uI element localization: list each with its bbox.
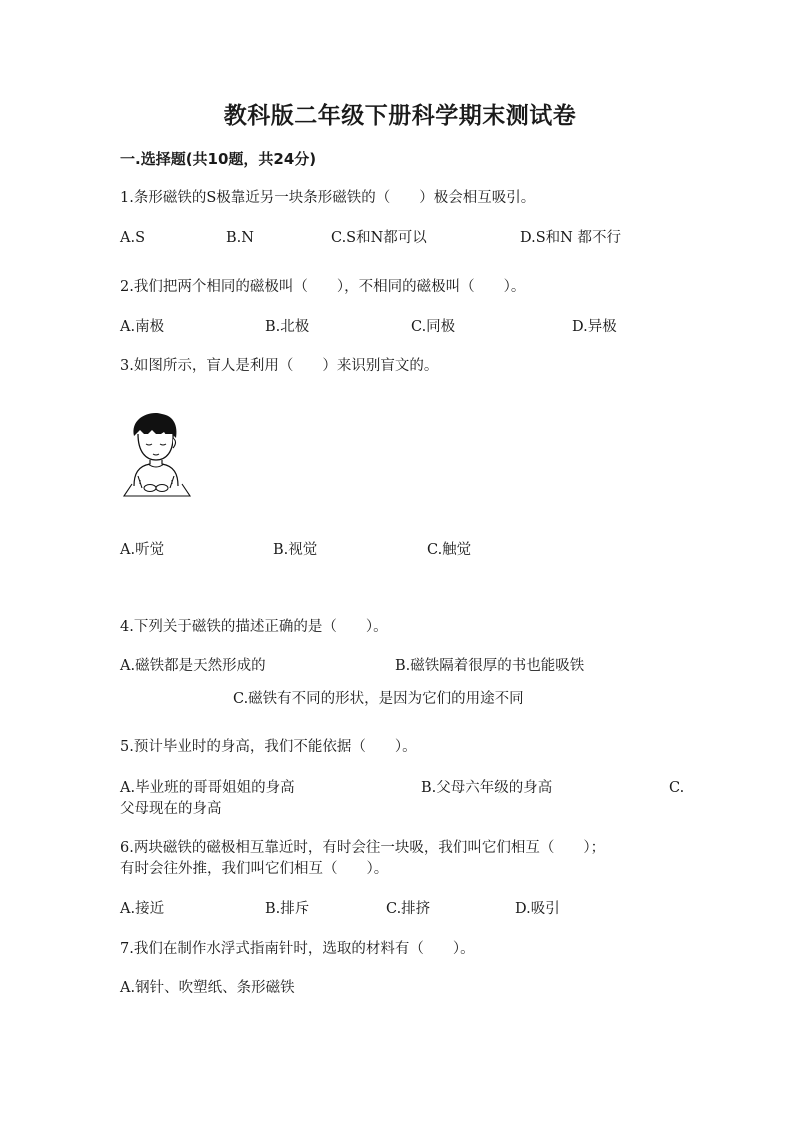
- q5-option-a[interactable]: A.毕业班的哥哥姐姐的身高: [120, 780, 295, 796]
- q2-option-d[interactable]: D.异极: [572, 319, 617, 335]
- q5-option-c[interactable]: C.: [669, 780, 685, 796]
- blind-reader-illustration: [120, 408, 192, 500]
- question-2-text: 2.我们把两个相同的磁极叫（ ），不相同的磁极叫（ ）。: [120, 279, 526, 295]
- q5-option-c-continued[interactable]: 父母现在的身高: [120, 801, 222, 817]
- q6-option-c[interactable]: C.排挤: [386, 901, 431, 917]
- q4-option-c[interactable]: C.磁铁有不同的形状，是因为它们的用途不同: [233, 691, 524, 707]
- q4-option-a[interactable]: A.磁铁都是天然形成的: [120, 658, 266, 674]
- q2-option-a[interactable]: A.南极: [120, 319, 165, 335]
- question-5-text: 5.预计毕业时的身高，我们不能依据（ ）。: [120, 739, 417, 755]
- q1-option-c[interactable]: C.S和N都可以: [331, 230, 427, 246]
- q6-option-b[interactable]: B.排斥: [265, 901, 310, 917]
- question-7-text: 7.我们在制作水浮式指南针时，选取的材料有（ ）。: [120, 941, 475, 957]
- q1-option-b[interactable]: B.N: [226, 230, 254, 246]
- q2-option-b[interactable]: B.北极: [265, 319, 310, 335]
- q6-option-a[interactable]: A.接近: [120, 901, 165, 917]
- q3-option-c[interactable]: C.触觉: [427, 542, 472, 558]
- q7-option-a[interactable]: A.钢针、吹塑纸、条形磁铁: [120, 980, 295, 996]
- question-4-text: 4.下列关于磁铁的描述正确的是（ ）。: [120, 619, 388, 635]
- section-heading: 一.选择题(共10题，共24分): [120, 150, 317, 168]
- q3-option-a[interactable]: A.听觉: [120, 542, 165, 558]
- q6-option-d[interactable]: D.吸引: [515, 901, 560, 917]
- q2-option-c[interactable]: C.同极: [411, 319, 456, 335]
- question-6-text-line2: 有时会往外推，我们叫它们相互（ ）。: [120, 861, 389, 877]
- q3-option-b[interactable]: B.视觉: [273, 542, 318, 558]
- q4-option-b[interactable]: B.磁铁隔着很厚的书也能吸铁: [395, 658, 585, 674]
- q1-option-d[interactable]: D.S和N 都不行: [520, 230, 621, 246]
- question-6-text-line1: 6.两块磁铁的磁极相互靠近时，有时会往一块吸，我们叫它们相互（ ）；: [120, 840, 606, 856]
- q1-option-a[interactable]: A.S: [120, 230, 146, 246]
- q5-option-b[interactable]: B.父母六年级的身高: [421, 780, 553, 796]
- question-1-text: 1.条形磁铁的S极靠近另一块条形磁铁的（ ）极会相互吸引。: [120, 190, 536, 206]
- question-3-text: 3.如图所示，盲人是利用（ ）来识别盲文的。: [120, 358, 439, 374]
- page-title: 教科版二年级下册科学期末测试卷: [223, 103, 577, 129]
